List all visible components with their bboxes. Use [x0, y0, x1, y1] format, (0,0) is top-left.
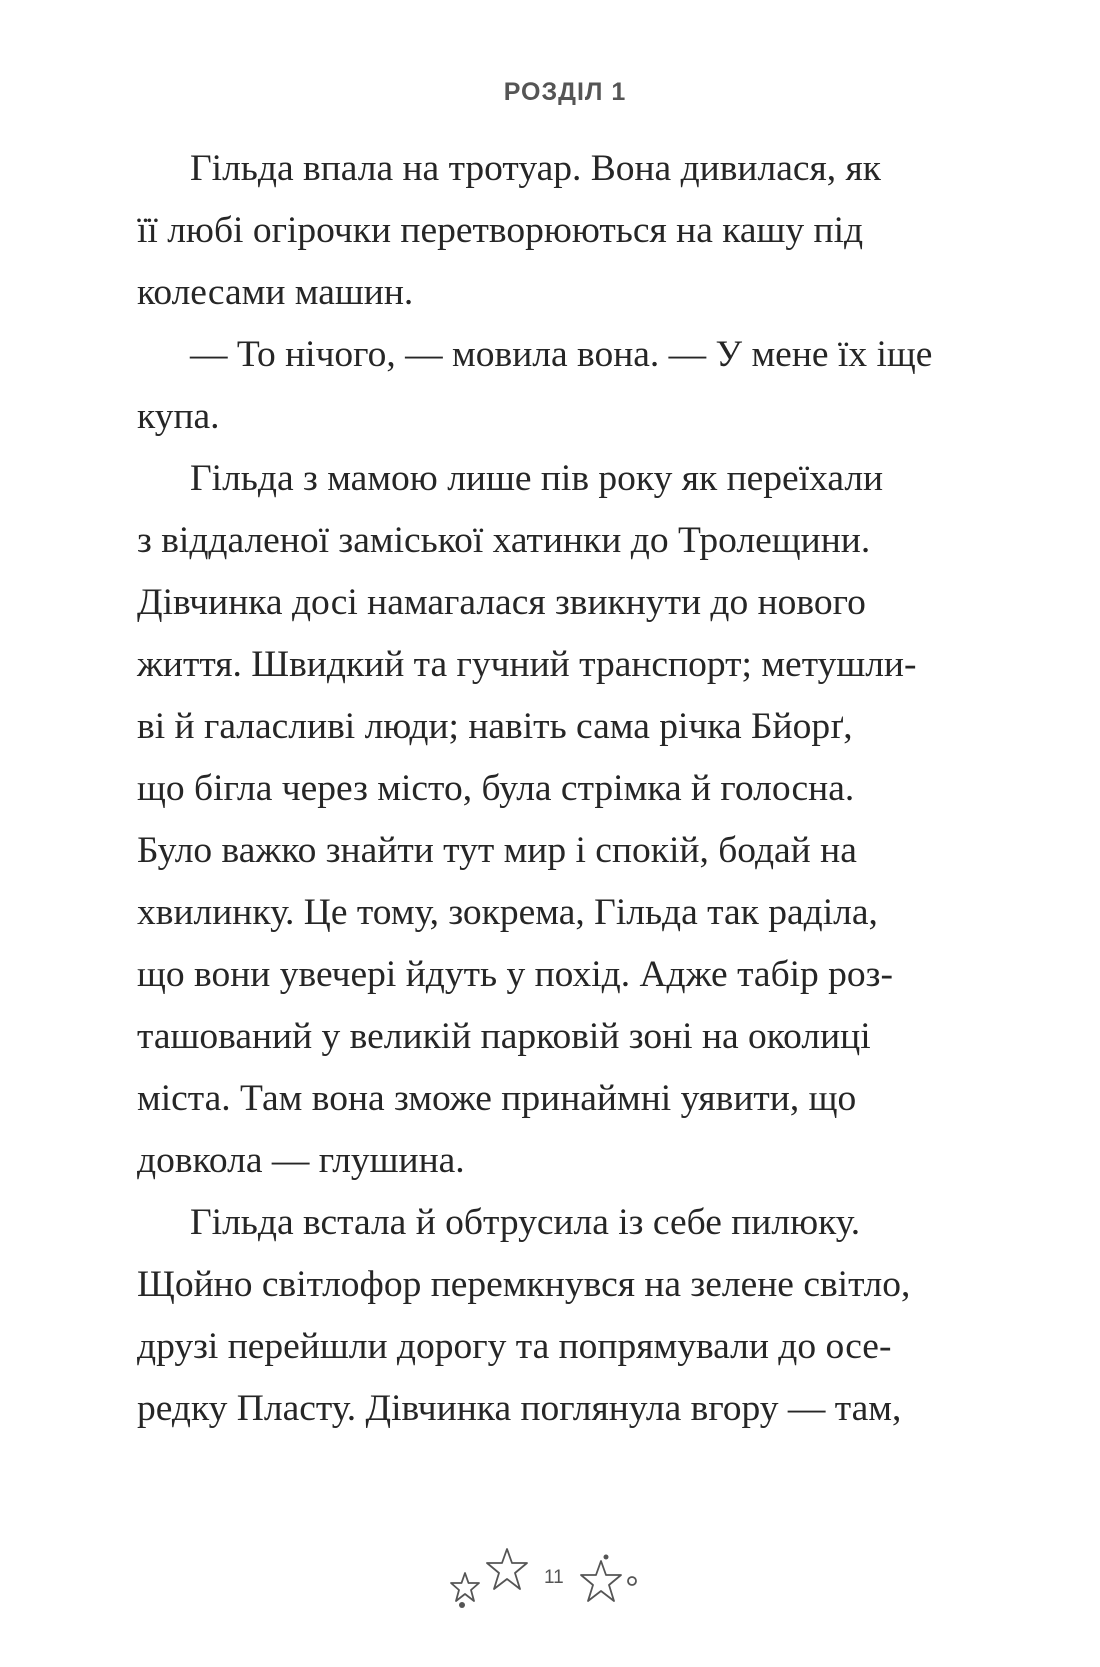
page-footer [440, 1545, 670, 1615]
text-line: її любі огірочки перетворюються на кашу під [137, 210, 864, 251]
text-line: Щойно світлофор перемкнувся на зелене світло, [137, 1264, 911, 1305]
text-line: колесами машин. [137, 272, 414, 313]
text-line: життя. Швидкий та гучний транспорт; метушли- [137, 644, 917, 685]
text-line: Гільда встала й обтрусила із себе пилюку. [190, 1202, 861, 1243]
text-line: міста. Там вона зможе принаймні уявити, що [137, 1078, 857, 1119]
star-icon [484, 1547, 530, 1593]
text-line: ві й галасливі люди; навіть сама річка Бйорґ, [137, 706, 853, 747]
text-line: Гільда з мамою лише пів року як переїхали [190, 458, 884, 499]
text-line: ташований у великій парковій зоні на околиці [137, 1016, 871, 1057]
chapter-title: РОЗДІЛ 1 [503, 78, 627, 106]
text-line: з віддаленої заміської хатинки до Тролещини. [137, 520, 871, 561]
text-line: купа. [137, 396, 220, 437]
star-icon [448, 1571, 482, 1605]
page-number: 11 [544, 1567, 564, 1588]
text-line: Дівчинка досі намагалася звикнути до нового [137, 582, 866, 623]
text-line: що бігла через місто, була стрімка й голосна. [137, 768, 855, 809]
text-line: що вони увечері йдуть у похід. Адже табір роз- [137, 954, 893, 995]
dot-icon [458, 1601, 466, 1609]
star-icon [578, 1559, 624, 1605]
text-line: Було важко знайти тут мир і спокій, бодай на [137, 830, 857, 871]
text-line: хвилинку. Це тому, зокрема, Гільда так раділа, [137, 892, 878, 933]
text-line: редку Пласту. Дівчинка поглянула вгору — там, [137, 1388, 902, 1429]
text-line: — То нічого, — мовила вона. — У мене їх іще [190, 334, 933, 375]
dot-icon [626, 1575, 638, 1587]
text-line: друзі перейшли дорогу та попрямували до осе- [137, 1326, 892, 1367]
text-line: довкола — глушина. [137, 1140, 465, 1181]
dot-icon [602, 1553, 610, 1561]
text-line: Гільда впала на тротуар. Вона дивилася, як [190, 148, 881, 189]
